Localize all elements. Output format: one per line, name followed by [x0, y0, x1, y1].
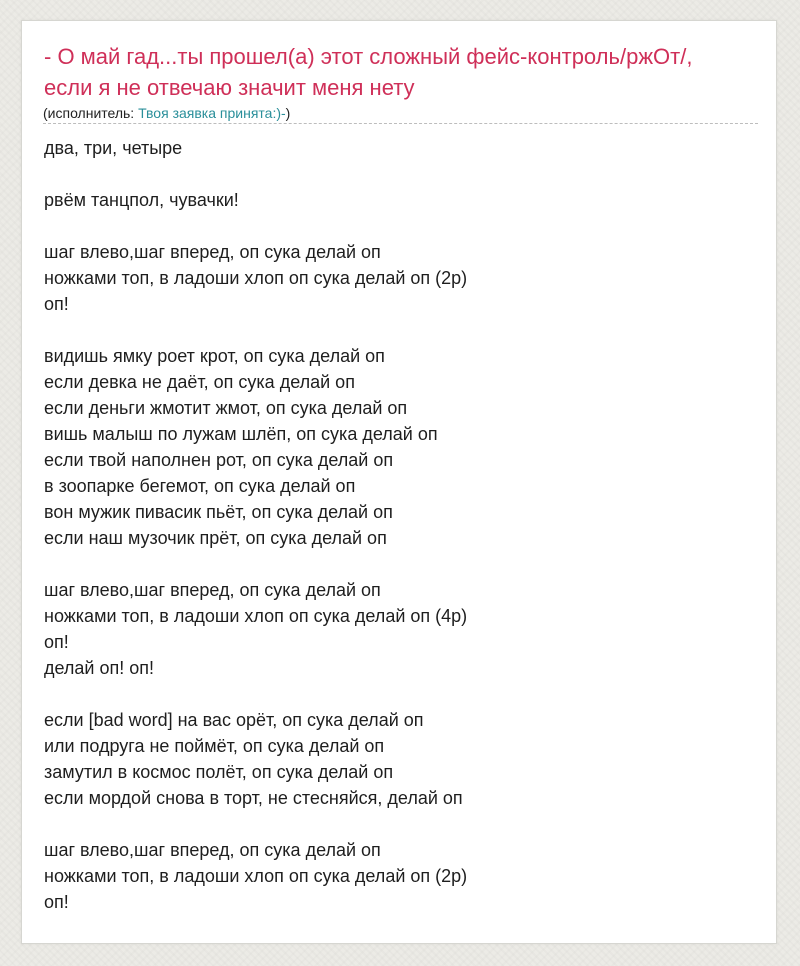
lyrics-line: если твой наполнен рот, оп сука делай оп — [44, 450, 394, 470]
lyrics-blank-line — [44, 681, 744, 707]
lyrics-card — [21, 20, 777, 944]
lyrics-line: шаг влево,шаг вперед, оп сука делай оп — [44, 580, 381, 600]
dashed-divider — [43, 123, 758, 124]
lyrics-blank-line — [44, 811, 744, 837]
lyrics-line: шаг влево,шаг вперед, оп сука делай оп — [44, 840, 381, 860]
lyrics-blank-line — [44, 551, 744, 577]
lyrics-blank-line — [44, 161, 744, 187]
lyrics-body — [44, 135, 744, 915]
artist-prefix: (исполнитель: — [43, 105, 139, 121]
lyrics-line: если девка не даёт, оп сука делай оп — [44, 372, 355, 392]
lyrics-line: ножками топ, в ладоши хлоп оп сука делай оп (2р) — [44, 866, 468, 886]
lyrics-line: вишь малыш по лужам шлёп, оп сука делай оп — [44, 424, 438, 444]
lyrics-line: в зоопарке бегемот, оп сука делай оп — [44, 476, 356, 496]
lyrics-line: ножками топ, в ладоши хлоп оп сука делай оп (4р) — [44, 606, 468, 626]
lyrics-line: шаг влево,шаг вперед, оп сука делай оп — [44, 242, 381, 262]
artist-suffix: ) — [285, 105, 291, 121]
lyrics-blank-line — [44, 213, 744, 239]
artist-line — [43, 104, 290, 122]
lyrics-line: если деньги жмотит жмот, оп сука делай оп — [44, 398, 408, 418]
lyrics-line: оп! — [44, 294, 69, 314]
lyrics-line: вон мужик пивасик пьёт, оп сука делай оп — [44, 502, 393, 522]
lyrics-line: или подруга не поймёт, оп сука делай оп — [44, 736, 385, 756]
lyrics-line: оп! — [44, 892, 69, 912]
lyrics-blank-line — [44, 317, 744, 343]
lyrics-line: два, три, четыре — [44, 138, 183, 158]
lyrics-line: ножками топ, в ладоши хлоп оп сука делай оп (2р) — [44, 268, 468, 288]
artist-link[interactable]: Твоя заявка принята:)- — [138, 105, 286, 121]
lyrics-line: если [bad word] на вас орёт, оп сука делай оп — [44, 710, 424, 730]
song-title: - О май гад...ты прошел(а) этот сложный фейс-контроль/ржОт/, если я не отвечаю значит меня нету — [44, 44, 693, 100]
lyrics-line: если мордой снова в торт, не стесняйся, делай оп — [44, 788, 463, 808]
lyrics-line: если наш музочик прёт, оп сука делай оп — [44, 528, 387, 548]
lyrics-line: рвём танцпол, чувачки! — [44, 190, 239, 210]
lyrics-line: делай оп! оп! — [44, 658, 155, 678]
lyrics-line: замутил в космос полёт, оп сука делай оп — [44, 762, 394, 782]
lyrics-line: видишь ямку роет крот, оп сука делай оп — [44, 346, 385, 366]
lyrics-line: оп! — [44, 632, 69, 652]
